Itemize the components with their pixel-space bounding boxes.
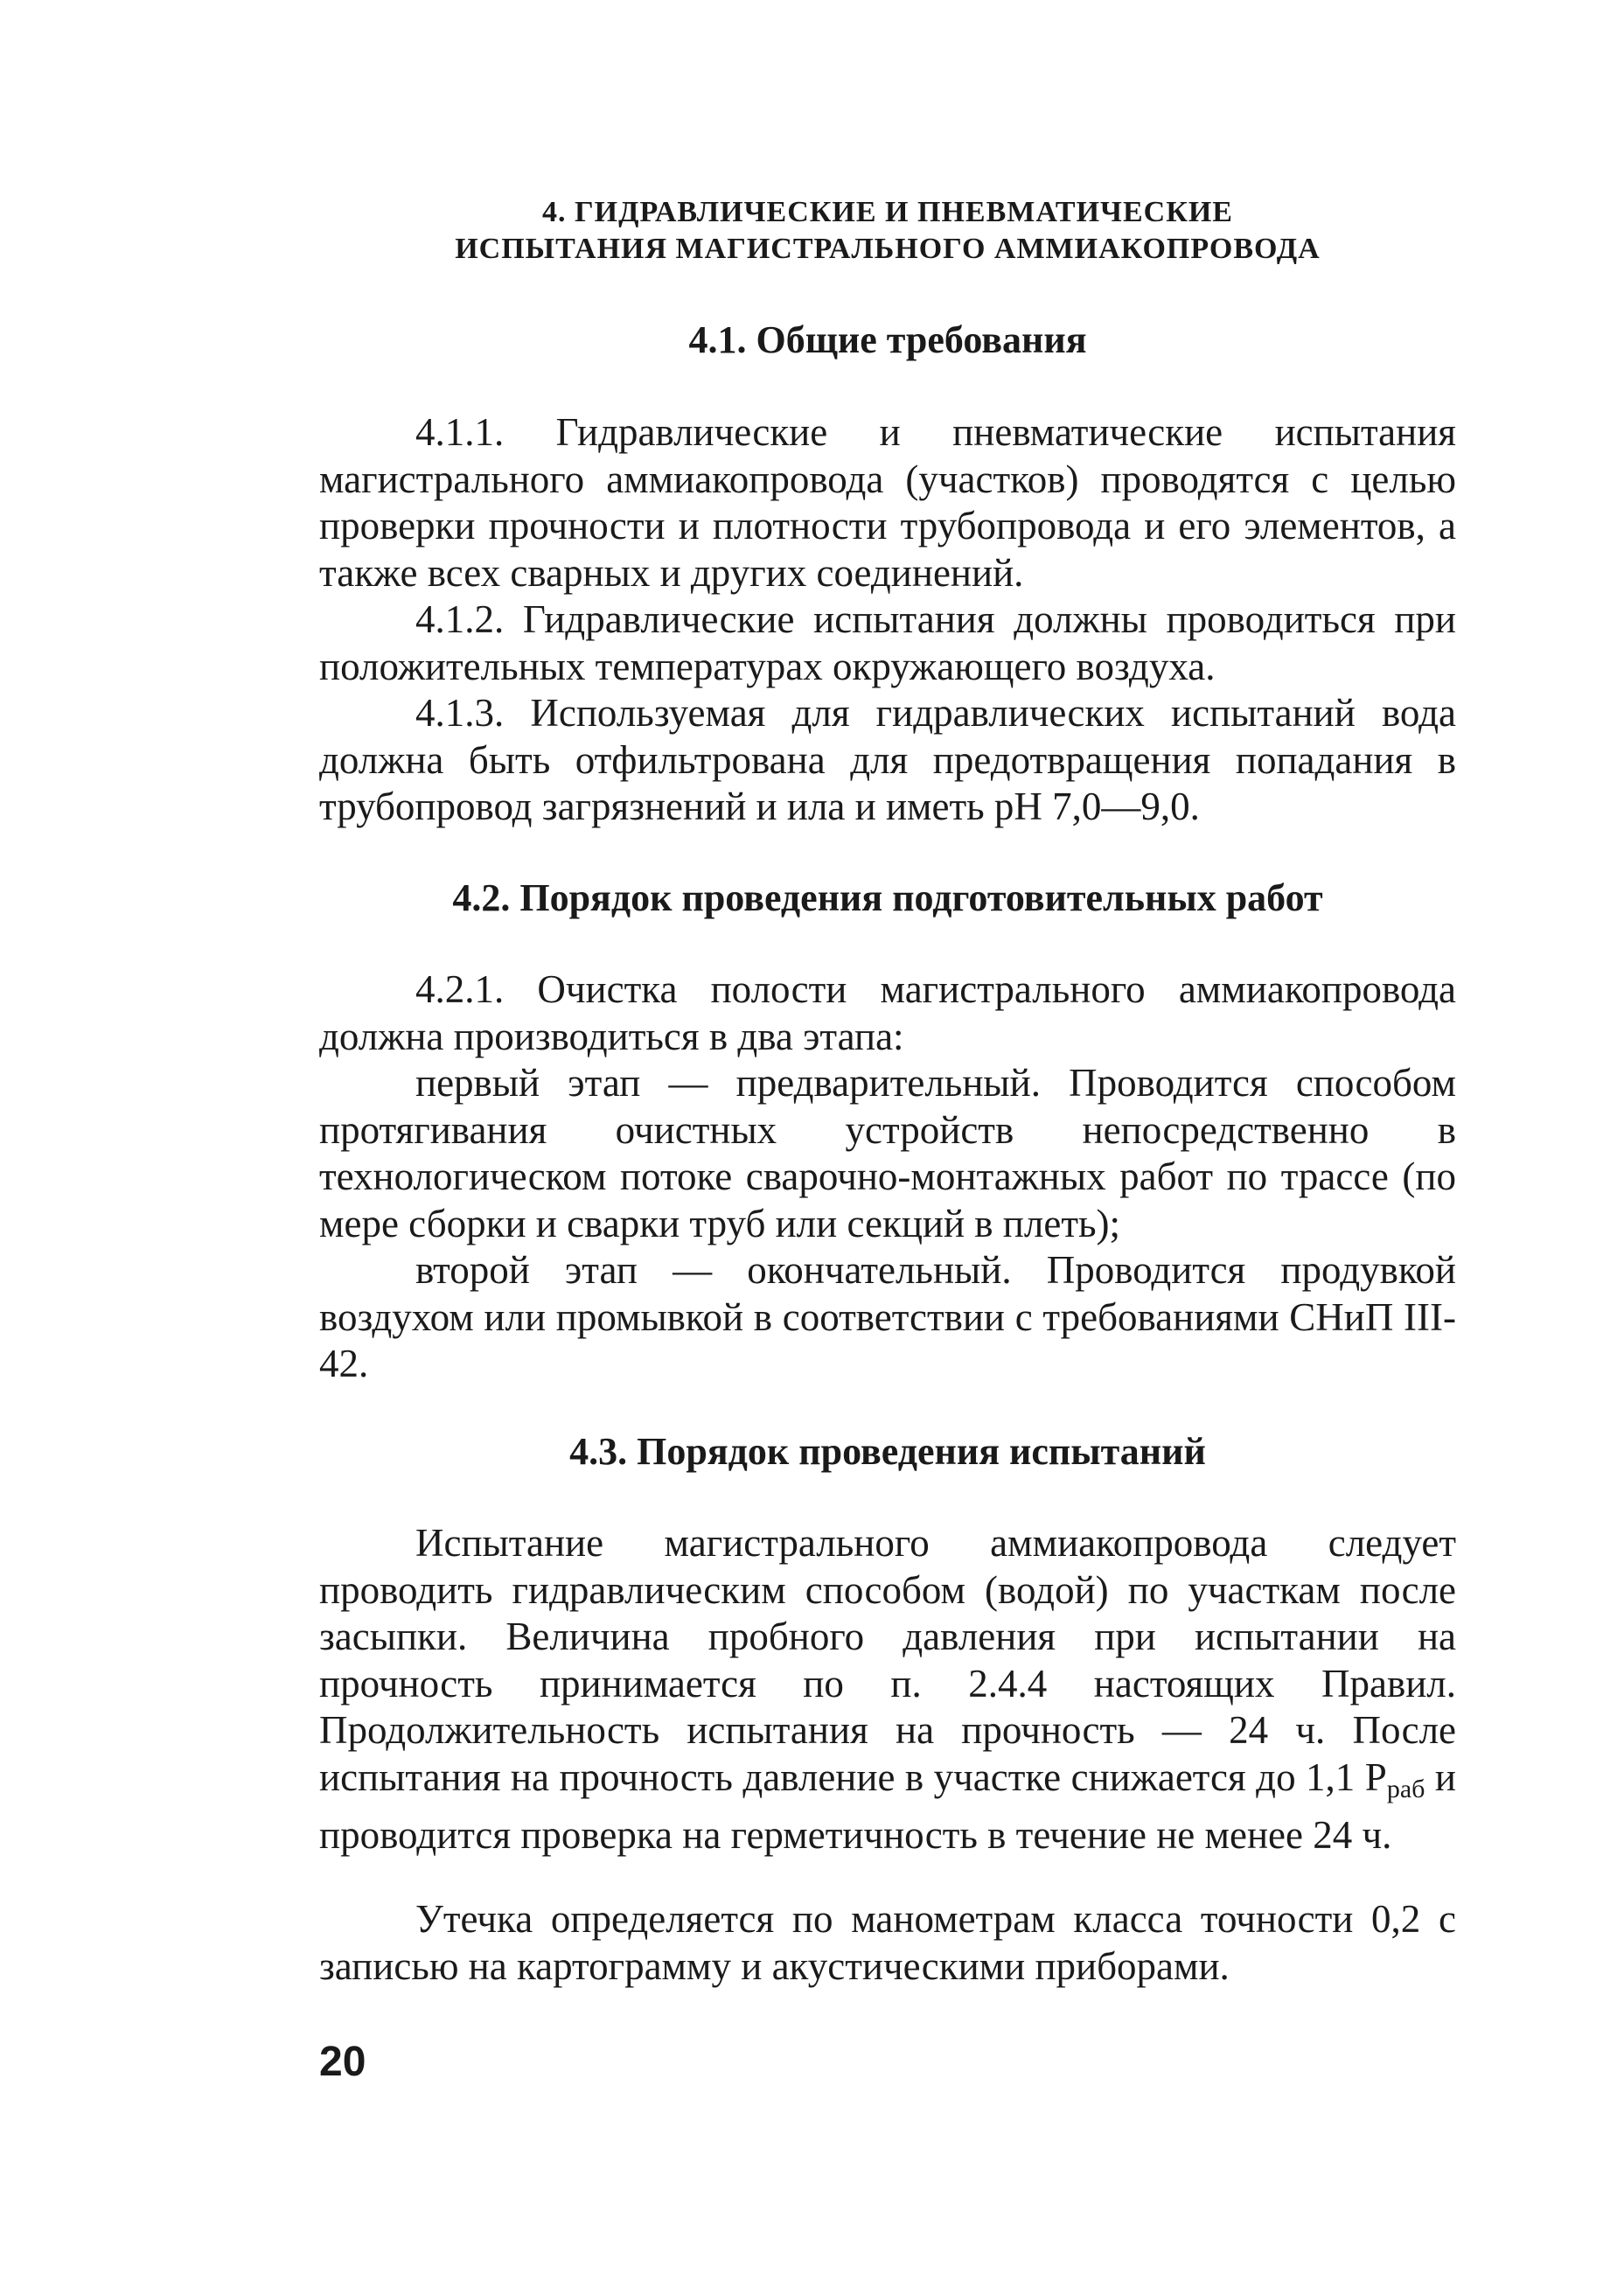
chapter-title-line-1: 4. ГИДРАВЛИЧЕСКИЕ И ПНЕВМАТИЧЕСКИЕ (541, 196, 1233, 228)
paragraph-testing-part-2: и проводится проверка на герметичность в течение не менее 24 ч. (319, 1754, 1456, 1857)
paragraph-leak-detection: Утечка определяется по манометрам класса точности 0,2 с записью на картограмму и акустическими приборами. (319, 1897, 1456, 1988)
section-title-4-1: 4.1. Общие требования (688, 318, 1087, 361)
paragraph-4-1-1: 4.1.1. Гидравлические и пневматические испытания магистрального аммиакопровода (участков) проводятся с целью проверки прочности и плотности трубопровода и его элементов, а также всех сварных и других соединений. (319, 410, 1456, 595)
page-number: 20 (319, 2039, 366, 2085)
paragraph-4-2-1: 4.2.1. Очистка полости магистрального аммиакопровода должна производиться в два этапа: (319, 967, 1456, 1058)
section-title-4-3: 4.3. Порядок проведения испытаний (569, 1430, 1206, 1473)
chapter-title (319, 194, 1456, 268)
paragraph-testing-part-1: Испытание магистрального аммиакопровода следует проводить гидравлическим способом (водой) по участкам после засыпки. Величина пробного давления при испытании на прочность принимается по п. 2.4.4 настоящих Правил. Продолжительность испытания на прочность — 24 ч. После испытания на прочность давление в участке снижается до 1,1 P (319, 1521, 1456, 1799)
pressure-subscript: раб (1386, 1774, 1425, 1803)
section-title-4-2: 4.2. Порядок проведения подготовительных работ (452, 876, 1323, 919)
chapter-title-line-2: ИСПЫТАНИЯ МАГИСТРАЛЬНОГО АММИАКОПРОВОДА (455, 233, 1321, 265)
paragraph-testing-procedure (319, 1520, 1456, 1859)
paragraph-stage-two: второй этап — окончательный. Проводится продувкой воздухом или промывкой в соответствии с требованиями СНиП III-42. (319, 1248, 1456, 1385)
document-page (319, 0, 1456, 2274)
paragraph-stage-one: первый этап — предварительный. Проводится способом протягивания очистных устройств непосредственно в технологическом потоке сварочно-монтажных работ по трассе (по мере сборки и сварки труб или секций в плеть); (319, 1061, 1456, 1245)
paragraph-4-1-3: 4.1.3. Используемая для гидравлических испытаний вода должна быть отфильтрована для предотвращения попадания в трубопровод загрязнений и ила и иметь pH 7,0—9,0. (319, 691, 1456, 828)
paragraph-4-1-2: 4.1.2. Гидравлические испытания должны проводиться при положительных температурах окружающего воздуха. (319, 597, 1456, 688)
